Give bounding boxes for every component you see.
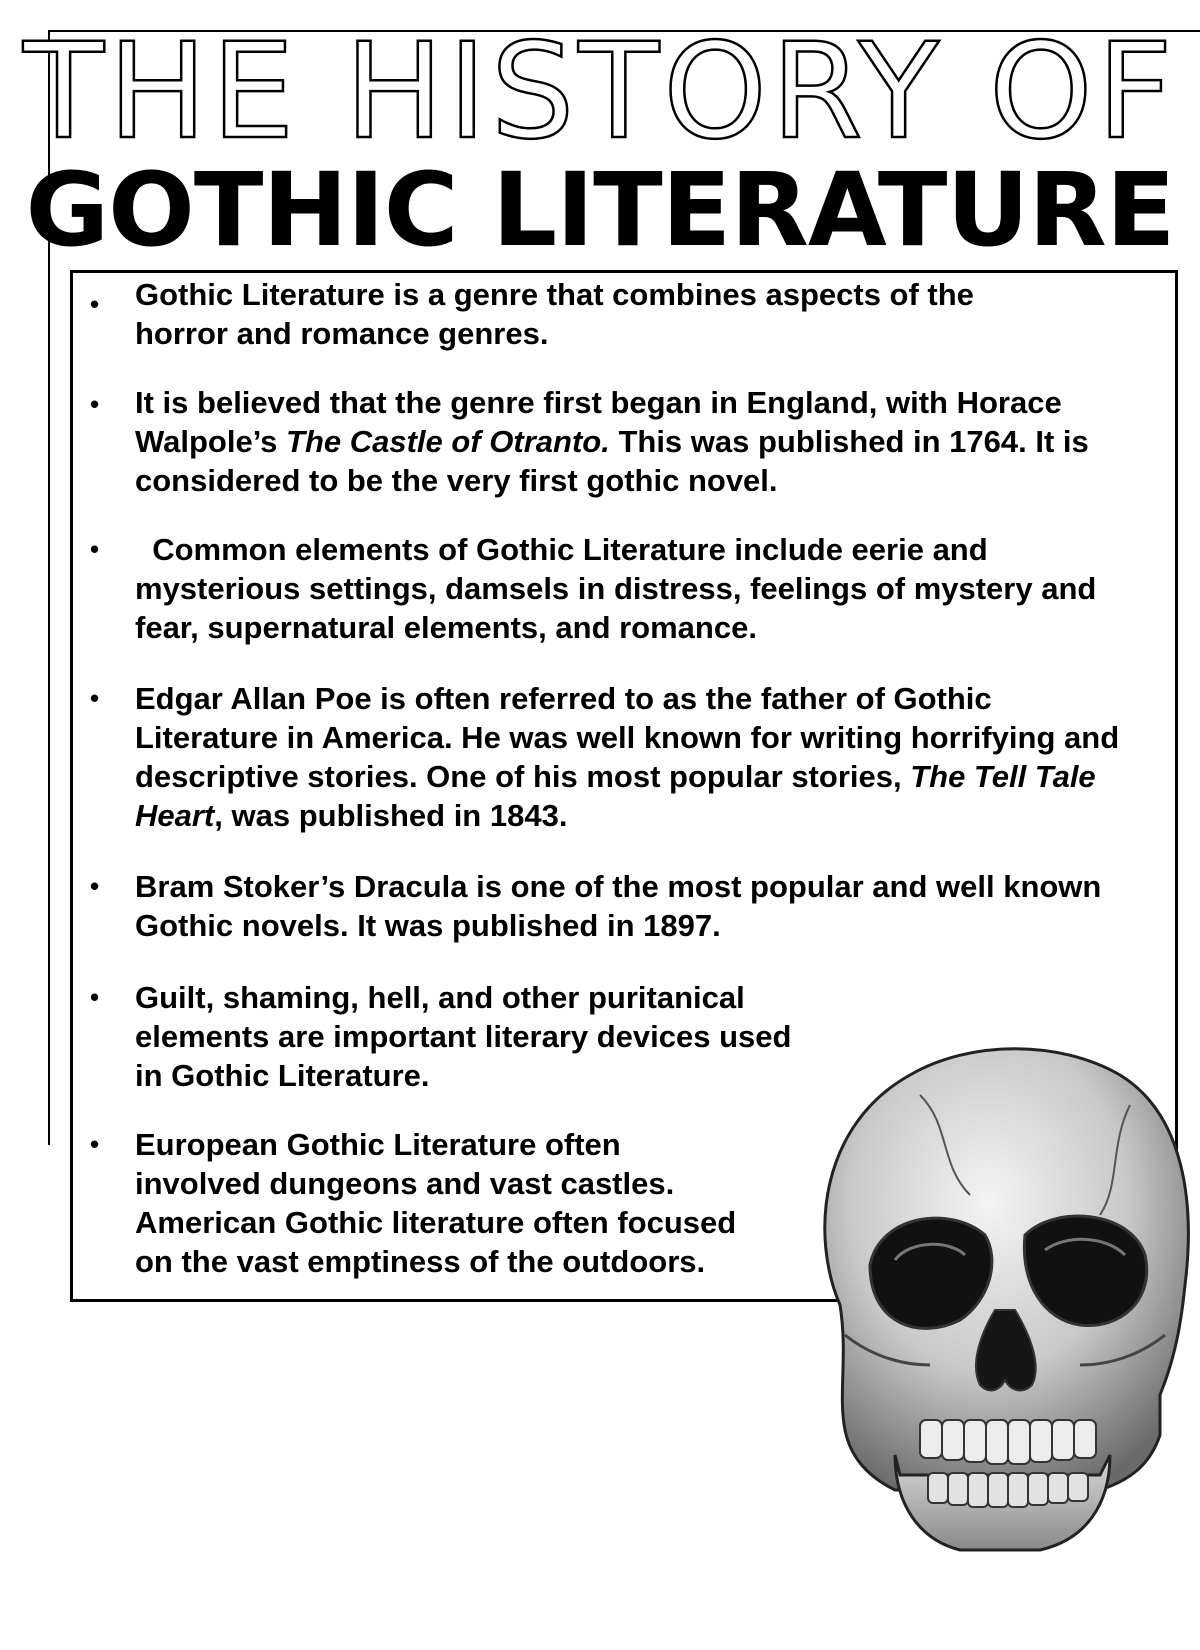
bullet-text-4 bbox=[135, 679, 1135, 835]
title-main-line: GOTHIC LITERATURE bbox=[25, 151, 1175, 270]
bullet-text-2-before: It is believed that the genre first began in England, with Horace Walpole’s bbox=[135, 385, 1062, 459]
title-outline-line: THE HISTORY OF bbox=[23, 15, 1177, 169]
bullet-text-5: Bram Stoker’s Dracula is one of the most popular and well known Gothic novels. It was published in 1897. bbox=[135, 869, 1102, 943]
bullet-text-7: European Gothic Literature often involved dungeons and vast castles. American Gothic literature often focused on the vast emptiness of the outdoors. bbox=[135, 1127, 737, 1279]
skull-icon bbox=[800, 1035, 1190, 1555]
bullet-dot: • bbox=[90, 871, 100, 901]
bullet-text-4-before: Edgar Allan Poe is often referred to as the father of Gothic Literature in America. He was well known for writing horrifying and descriptive stories. One of his most popular stories, bbox=[135, 681, 1120, 794]
bullet-dot: • bbox=[90, 389, 100, 419]
bullet-text-2-after: This was published in 1764. It is considered to be the very first gothic novel. bbox=[135, 424, 1089, 498]
book-title-castle-of-otranto: The Castle of Otranto. bbox=[286, 424, 610, 459]
bullet-dot: • bbox=[90, 289, 100, 319]
bullet-text-6: Guilt, shaming, hell, and other puritanical elements are important literary devices used in Gothic Literature. bbox=[135, 980, 792, 1093]
bullet-dot: • bbox=[90, 534, 100, 564]
bullet-text-4-after: , was published in 1843. bbox=[214, 798, 568, 833]
bullet-text-2 bbox=[135, 383, 1135, 500]
bullet-text-1: Gothic Literature is a genre that combines aspects of the horror and romance genres. bbox=[135, 277, 974, 351]
book-title-tell-tale-heart: The Tell Tale Heart bbox=[135, 759, 1096, 833]
bullet-dot: • bbox=[90, 683, 100, 713]
skull-illustration bbox=[800, 1035, 1190, 1555]
bullet-dot: • bbox=[90, 982, 100, 1012]
bullet-dot: • bbox=[90, 1129, 100, 1159]
bullet-text-3: Common elements of Gothic Literature include eerie and mysterious settings, damsels in distress, feelings of mystery and fear, supernatural elements, and romance. bbox=[135, 532, 1105, 645]
